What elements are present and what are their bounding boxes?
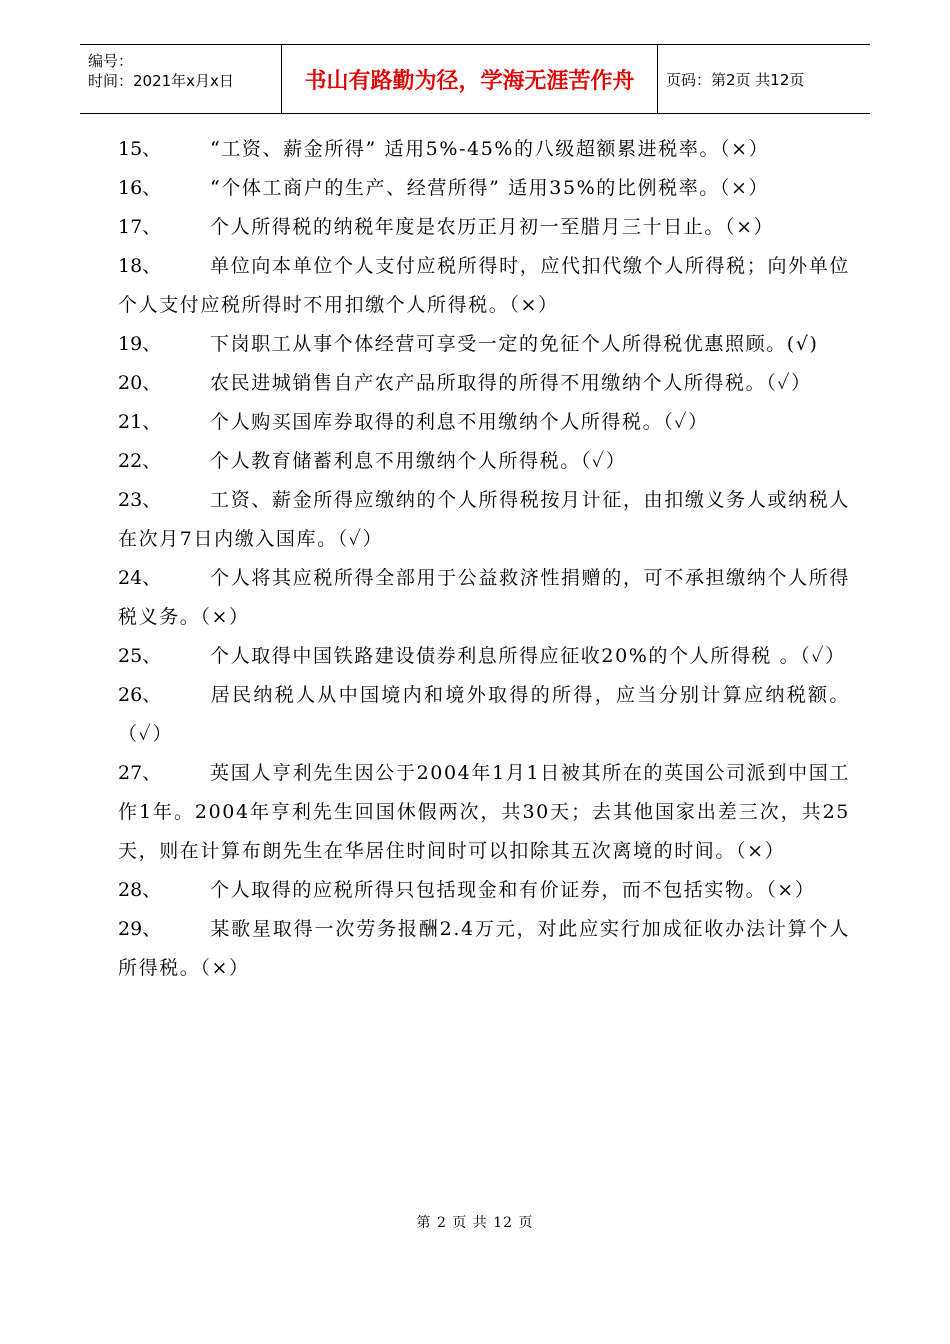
question-item xyxy=(118,754,850,871)
question-text: 个人所得税的纳税年度是农历正月初一至腊月三十日止。（×） xyxy=(210,216,775,238)
question-text: 居民纳税人从中国境内和境外取得的所得，应当分别计算应纳税额。（✓） xyxy=(118,684,850,745)
question-text: “个体工商户的生产、经营所得” 适用35%的比例税率。（×） xyxy=(210,177,770,199)
question-number: 23、 xyxy=(118,489,162,511)
header-page-info: 页码：第2页 共12页 xyxy=(666,70,805,89)
question-item xyxy=(118,637,850,676)
question-item xyxy=(118,676,850,754)
question-item xyxy=(118,442,850,481)
question-item xyxy=(118,364,850,403)
question-number: 22、 xyxy=(118,450,162,472)
question-number: 15、 xyxy=(118,138,162,160)
question-text: 农民进城销售自产农产品所取得的所得不用缴纳个人所得税。（✓） xyxy=(210,372,812,394)
header-meta xyxy=(80,45,282,113)
question-number: 29、 xyxy=(118,918,162,940)
question-text: 个人将其应税所得全部用于公益救济性捐赠的，可不承担缴纳个人所得税义务。（×） xyxy=(118,567,850,628)
question-text: 工资、薪金所得应缴纳的个人所得税按月计征，由扣缴义务人或纳税人在次月7日内缴入国库。（✓） xyxy=(118,489,850,550)
question-item xyxy=(118,130,850,169)
question-item xyxy=(118,208,850,247)
question-item xyxy=(118,403,850,442)
question-list xyxy=(118,130,850,988)
question-item xyxy=(118,871,850,910)
question-number: 27、 xyxy=(118,762,162,784)
question-number: 26、 xyxy=(118,684,162,706)
question-text: “工资、薪金所得” 适用5%-45%的八级超额累进税率。（×） xyxy=(210,138,770,160)
question-text: 个人取得的应税所得只包括现金和有价证券，而不包括实物。（×） xyxy=(210,879,816,901)
question-item xyxy=(118,559,850,637)
question-item xyxy=(118,481,850,559)
question-number: 19、 xyxy=(118,333,162,355)
question-text: 英国人亨利先生因公于2004年1月1日被其所在的英国公司派到中国工作1年。2004年亨利先生回国休假两次，共30天；去其他国家出差三次，共25天，则在计算布朗先生在华居住时间时可以扣除其五次离境的时间。（×） xyxy=(118,762,850,862)
question-number: 24、 xyxy=(118,567,162,589)
question-text: 单位向本单位个人支付应税所得时，应代扣代缴个人所得税；向外单位个人支付应税所得时不用扣缴个人所得税。（×） xyxy=(118,255,850,316)
question-item xyxy=(118,247,850,325)
question-text: 个人教育储蓄利息不用缴纳个人所得税。（✓） xyxy=(210,450,627,472)
question-item xyxy=(118,910,850,988)
code-label: 编号： xyxy=(88,52,134,70)
question-item xyxy=(118,169,850,208)
question-text: 下岗职工从事个体经营可享受一定的免征个人所得税优惠照顾。(√) xyxy=(210,333,819,355)
question-number: 20、 xyxy=(118,372,162,394)
time-label: 时间：2021年x月x日 xyxy=(88,72,234,90)
question-number: 16、 xyxy=(118,177,162,199)
page-footer: 第 2 页 共 12 页 xyxy=(416,1215,534,1231)
question-number: 17、 xyxy=(118,216,162,238)
header-motto: 书山有路勤为径，学海无涯苦作舟 xyxy=(282,45,658,113)
page-header xyxy=(80,44,870,114)
question-text: 个人购买国库券取得的利息不用缴纳个人所得税。（✓） xyxy=(210,411,709,433)
question-text: 个人取得中国铁路建设债券利息所得应征收20%的个人所得税 。（✓） xyxy=(210,645,846,667)
question-item xyxy=(118,325,850,364)
question-number: 18、 xyxy=(118,255,162,277)
question-number: 21、 xyxy=(118,411,162,433)
question-number: 25、 xyxy=(118,645,162,667)
question-number: 28、 xyxy=(118,879,162,901)
question-text: 某歌星取得一次劳务报酬2.4万元，对此应实行加成征收办法计算个人所得税。（×） xyxy=(118,918,850,979)
